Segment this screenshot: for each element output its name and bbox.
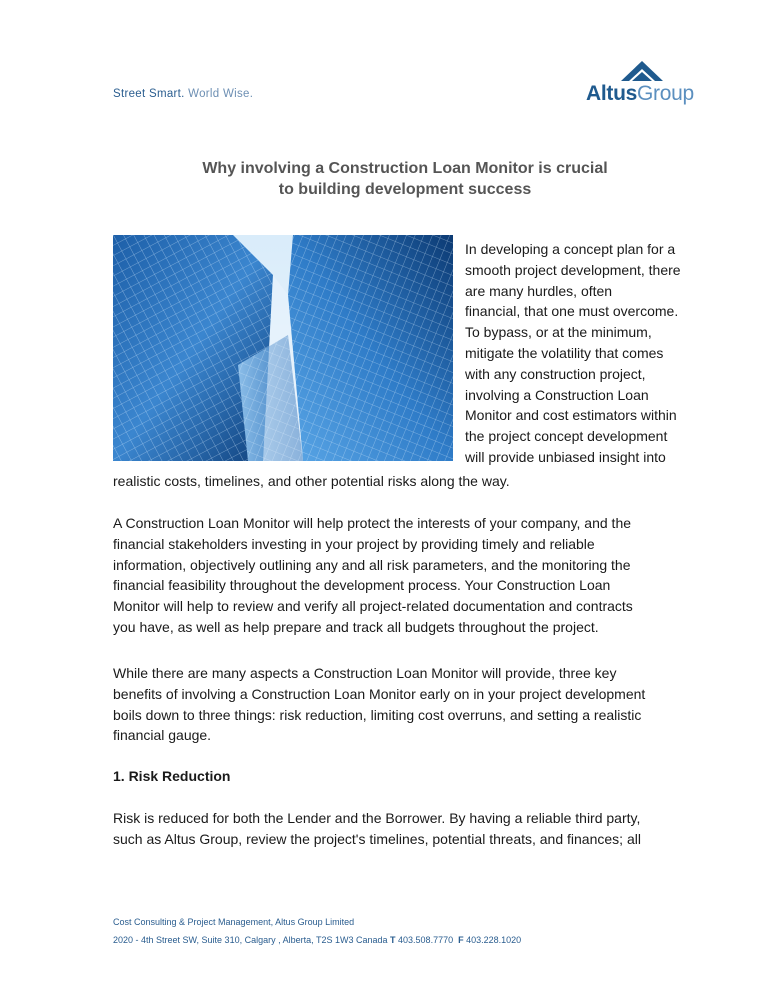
intro-line: will provide unbiased insight into (465, 448, 666, 465)
footer-phone: 403.508.7770 (398, 935, 454, 945)
paragraph-line: Monitor will help to review and verify all project-related documentation and contracts (113, 598, 633, 615)
skyscraper-photo (113, 235, 453, 461)
paragraph-loan-monitor (113, 513, 713, 638)
intro-line: involving a Construction Loan (465, 386, 649, 403)
footer-fax-label: F (458, 935, 464, 945)
intro-line: are many hurdles, often (465, 282, 613, 299)
tagline (113, 88, 253, 100)
paragraph-line: While there are many aspects a Construction Loan Monitor will provide, three key (113, 665, 617, 681)
intro-line-last: realistic costs, timelines, and other potential risks along the way. (113, 473, 510, 489)
intro-line: with any construction project, (465, 365, 646, 382)
paragraph-line: such as Altus Group, review the project's timelines, potential threats, and finances; all (113, 830, 641, 847)
page-title (113, 158, 697, 200)
logo-mountain-icon (619, 60, 665, 82)
tagline-part1: Street Smart. (113, 88, 185, 100)
intro-line: financial, that one must overcome. (465, 303, 679, 320)
paragraph-key-benefits (113, 663, 713, 746)
intro-paragraph (465, 239, 705, 468)
logo-word-group: Group (637, 82, 694, 105)
footer-address-line (113, 935, 521, 945)
paragraph-risk-reduction (113, 808, 713, 850)
tagline-part2: World Wise. (188, 88, 254, 100)
title-line-2: to building development success (278, 181, 532, 198)
footer-address: 2020 - 4th Street SW, Suite 310, Calgary , Alberta, T2S 1W3 Canada (113, 935, 388, 945)
paragraph-line: boils down to three things: risk reduction, limiting cost overruns, and setting a realistic (113, 706, 642, 723)
footer-company-line: Cost Consulting & Project Management, Altus Group Limited (113, 917, 355, 927)
paragraph-line: financial gauge. (113, 727, 212, 744)
logo-word-altus: Altus (586, 82, 638, 105)
paragraph-line: information, objectively outlining any and all risk parameters, and the monitoring the (113, 556, 631, 573)
intro-line: In developing a concept plan for a (465, 241, 676, 257)
paragraph-line: Risk is reduced for both the Lender and the Borrower. By having a reliable third party, (113, 810, 641, 826)
footer-fax: 403.228.1020 (466, 935, 522, 945)
intro-line: Monitor and cost estimators within (465, 407, 677, 424)
paragraph-line: you have, as well as help prepare and track all budgets throughout the project. (113, 618, 599, 635)
section-heading-risk-reduction: 1. Risk Reduction (113, 768, 231, 784)
intro-line: mitigate the volatility that comes (465, 344, 664, 361)
intro-line: To bypass, or at the minimum, (465, 324, 652, 341)
paragraph-line: financial feasibility throughout the development process. Your Construction Loan (113, 577, 611, 594)
altus-group-logo (586, 60, 702, 112)
paragraph-line: financial stakeholders investing in your project by providing timely and reliable (113, 535, 595, 552)
intro-line: the project concept development (465, 428, 668, 445)
title-line-1: Why involving a Construction Loan Monitor is crucial (202, 160, 608, 177)
paragraph-line: A Construction Loan Monitor will help protect the interests of your company, and the (113, 515, 632, 531)
paragraph-line: benefits of involving a Construction Loan Monitor early on in your project development (113, 685, 646, 702)
footer-phone-label: T (390, 935, 396, 945)
intro-line: smooth project development, there (465, 261, 681, 278)
